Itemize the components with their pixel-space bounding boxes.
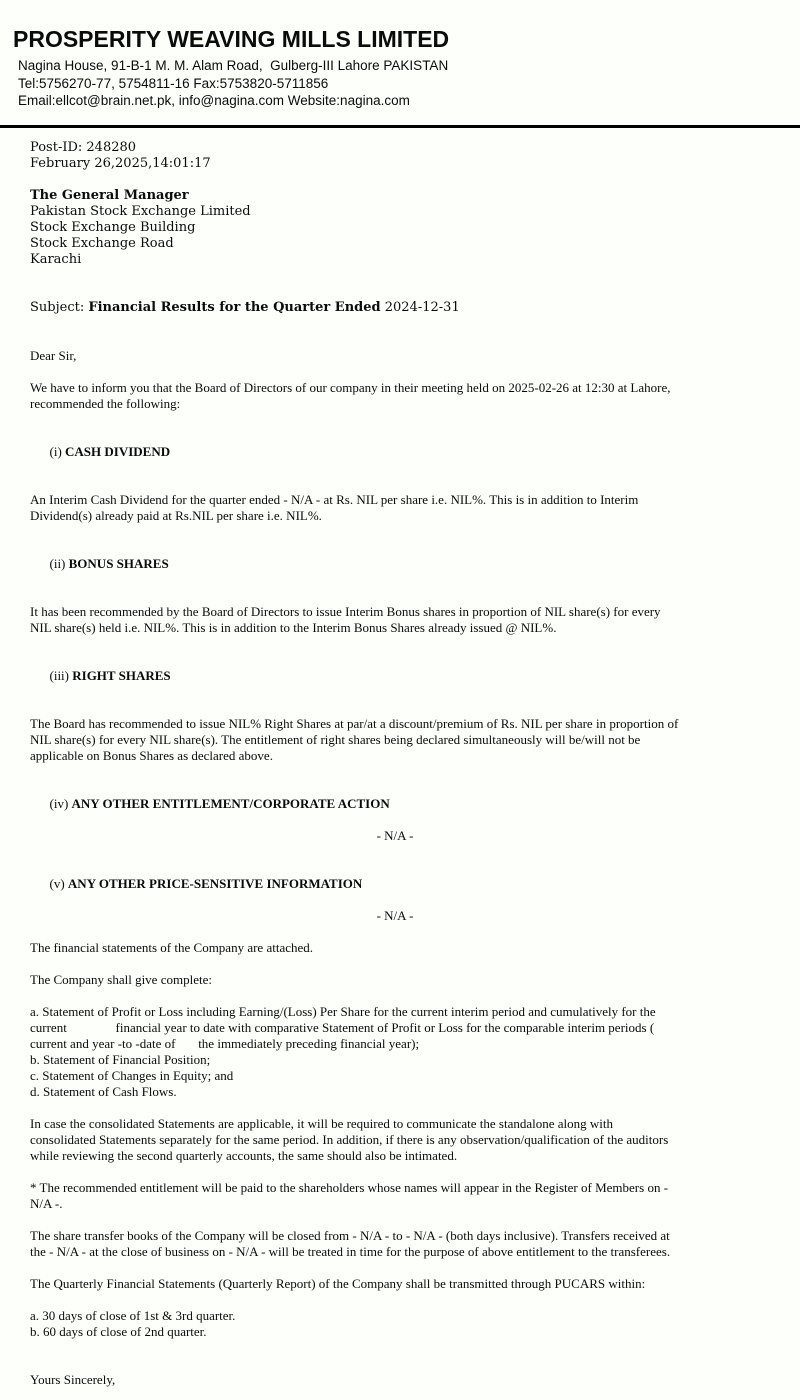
header-divider xyxy=(0,125,800,128)
section-number: (iv) xyxy=(49,795,72,811)
section-heading-other-entitlement xyxy=(30,780,800,828)
text-line: current financial year to date with comparative Statement of Profit or Loss for the comparable interim periods ( xyxy=(30,1019,655,1035)
section-title: ANY OTHER ENTITLEMENT/CORPORATE ACTION xyxy=(71,795,390,811)
recipient-block xyxy=(30,188,800,268)
post-id: Post-ID: 248280 xyxy=(30,139,137,155)
recipient-title: The General Manager xyxy=(30,187,189,203)
text-line: consolidated Statements separately for the same period. In addition, if there is any observation/qualification of the auditors xyxy=(30,1131,669,1147)
company-name: PROSPERITY WEAVING MILLS LIMITED xyxy=(13,26,450,52)
post-meta xyxy=(30,140,800,172)
section-number: (v) xyxy=(49,875,68,891)
recipient-line: Stock Exchange Building xyxy=(30,219,196,235)
right-shares-paragraph xyxy=(30,716,800,764)
address-line: Nagina House, 91-B-1 M. M. Alam Road, Gulberg-III Lahore PAKISTAN xyxy=(18,58,449,73)
section-heading-bonus-shares xyxy=(30,540,800,588)
text-line: We have to inform you that the Board of Directors of our company in their meeting held on 2025-02-26 at 12:30 at Lahore, xyxy=(30,379,671,395)
section-title: CASH DIVIDEND xyxy=(65,443,171,459)
subject-title: Financial Results for the Quarter Ended xyxy=(88,299,381,315)
text-line: NIL share(s) for every NIL share(s). The entitlement of right shares being declared simultaneously will be/will not be xyxy=(30,731,641,747)
not-applicable-value: - N/A - xyxy=(376,827,414,843)
phone-fax-line: Tel:5756270-77, 5754811-16 Fax:5753820-5711856 xyxy=(18,75,329,91)
subject-date: 2024-12-31 xyxy=(380,299,460,315)
text-line: a. Statement of Profit or Loss including Earning/(Loss) Per Share for the current interim period and cumulatively for the xyxy=(30,1003,656,1019)
consolidated-paragraph xyxy=(30,1116,800,1164)
text-line: * The recommended entitlement will be paid to the shareholders whose names will appear in the Register of Members on - xyxy=(30,1179,669,1195)
text-line: Dividend(s) already paid at Rs.NIL per share i.e. NIL%. xyxy=(30,507,322,523)
email-website-line: Email:ellcot@brain.net.pk, info@nagina.com Website:nagina.com xyxy=(18,93,410,108)
section-number: (i) xyxy=(49,443,66,459)
section-number: (ii) xyxy=(49,555,69,571)
letterhead-address xyxy=(18,57,800,110)
text-line: the - N/A - at the close of business on - N/A - will be treated in time for the purpose of above entitlement to the transferees. xyxy=(30,1243,671,1259)
text-line: current and year -to -date of the immediately preceding financial year); xyxy=(30,1035,420,1051)
section-title: ANY OTHER PRICE-SENSITIVE INFORMATION xyxy=(67,875,363,891)
closing-salutation: Yours Sincerely, xyxy=(30,1371,116,1387)
cash-dividend-paragraph xyxy=(30,492,800,524)
section-title: RIGHT SHARES xyxy=(72,667,171,683)
not-applicable-value: - N/A - xyxy=(376,907,414,923)
text-line: b. Statement of Financial Position; xyxy=(30,1051,211,1067)
attachments-note: The financial statements of the Company are attached. xyxy=(30,939,313,955)
text-line: N/A -. xyxy=(30,1195,63,1211)
section-title: BONUS SHARES xyxy=(68,555,169,571)
text-line: In case the consolidated Statements are applicable, it will be required to communicate the standalone along with xyxy=(30,1115,614,1131)
subject-line xyxy=(30,300,800,316)
recipient-line: Pakistan Stock Exchange Limited xyxy=(30,203,251,219)
letterhead xyxy=(0,0,800,128)
text-line: c. Statement of Changes in Equity; and xyxy=(30,1067,234,1083)
recipient-line: Karachi xyxy=(30,251,82,267)
text-line: The share transfer books of the Company will be closed from - N/A - to - N/A - (both days inclusive). Transfers received at xyxy=(30,1227,670,1243)
share-transfer-paragraph xyxy=(30,1228,800,1260)
text-line: The Board has recommended to issue NIL% Right Shares at par/at a discount/premium of Rs. NIL per share in proportion of xyxy=(30,715,679,731)
intro-paragraph xyxy=(30,380,800,412)
section-heading-right-shares xyxy=(30,652,800,700)
text-line: It has been recommended by the Board of Directors to issue Interim Bonus shares in proportion of NIL share(s) for every xyxy=(30,603,661,619)
text-line: applicable on Bonus Shares as declared above. xyxy=(30,747,273,763)
section-heading-price-sensitive xyxy=(30,860,800,908)
post-datetime: February 26,2025,14:01:17 xyxy=(30,155,211,171)
text-line: while reviewing the second quarterly accounts, the same should also be intimated. xyxy=(30,1147,458,1163)
text-line: NIL share(s) held i.e. NIL%. This is in addition to the Interim Bonus Shares already issued @ NIL%. xyxy=(30,619,557,635)
subject-label: Subject: xyxy=(30,299,89,315)
bonus-shares-paragraph xyxy=(30,604,800,636)
text-line: a. 30 days of close of 1st & 3rd quarter. xyxy=(30,1307,236,1323)
deadline-list xyxy=(30,1308,800,1340)
entitlement-note xyxy=(30,1180,800,1212)
pucars-paragraph: The Quarterly Financial Statements (Quarterly Report) of the Company shall be transmitted through PUCARS within: xyxy=(30,1275,646,1291)
salutation: Dear Sir, xyxy=(30,347,77,363)
letter-body xyxy=(30,348,800,1388)
section-number: (iii) xyxy=(49,667,73,683)
give-complete-note: The Company shall give complete: xyxy=(30,971,212,987)
text-line: An Interim Cash Dividend for the quarter ended - N/A - at Rs. NIL per share i.e. NIL%. This is in addition to Interim xyxy=(30,491,639,507)
section-heading-cash-dividend xyxy=(30,428,800,476)
text-line: recommended the following: xyxy=(30,395,181,411)
text-line: d. Statement of Cash Flows. xyxy=(30,1083,177,1099)
recipient-line: Stock Exchange Road xyxy=(30,235,174,251)
text-line: b. 60 days of close of 2nd quarter. xyxy=(30,1323,207,1339)
statements-list xyxy=(30,1004,800,1100)
